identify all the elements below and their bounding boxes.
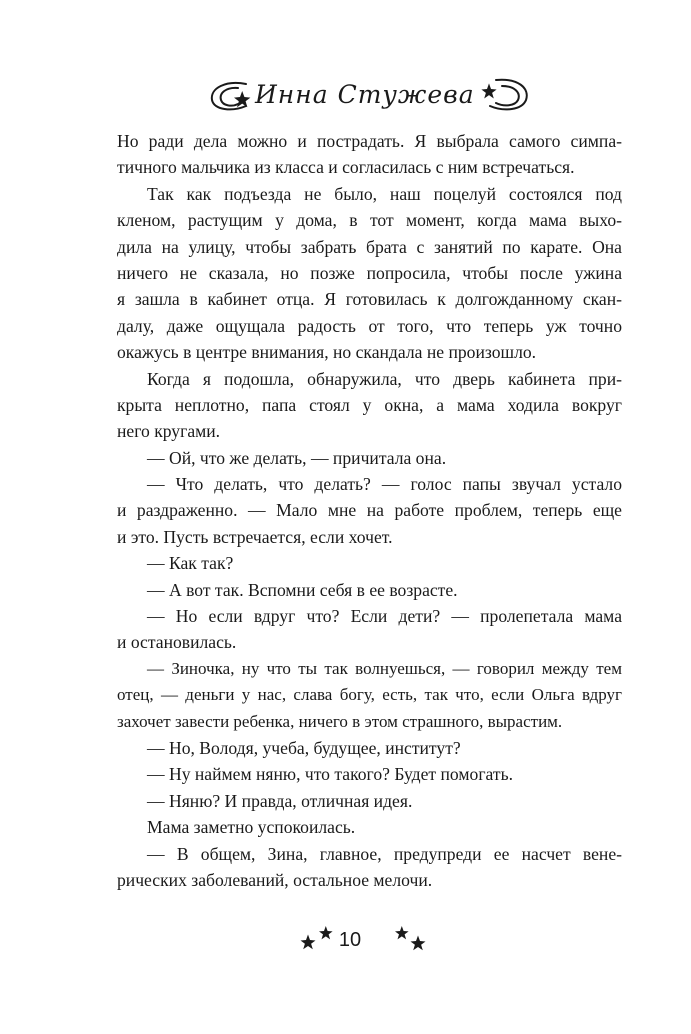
text-line: Мама заметно успокоилась. xyxy=(147,817,356,838)
text-line: крыта неплотно, папа стоял у окна, а мама ходила вокруг xyxy=(117,394,622,415)
text-line: — В общем, Зина, главное, предупреди ее насчет вене- xyxy=(147,843,622,864)
star-crescent-icon xyxy=(490,80,527,110)
text-line: — Ой, что же делать, — причитала она. xyxy=(147,447,447,468)
text-line: кленом, растущим у дома, в тот момент, когда мама выхо- xyxy=(117,210,622,231)
star-icon xyxy=(481,83,496,98)
text-line: захочет завести ребенка, ничего в этом страшного, вырастим. xyxy=(117,711,563,731)
author-name: Инна Стужева xyxy=(255,80,475,109)
text-line: — Но, Володя, учеба, будущее, институт? xyxy=(147,737,461,758)
text-line: — Что делать, что делать? — голос папы звучал устало xyxy=(147,474,622,495)
text-line: и это. Пусть встречается, если хочет. xyxy=(117,526,393,547)
text-line: и раздраженно. — Мало мне на работе проблем, теперь еще xyxy=(117,500,622,521)
stars-icon xyxy=(392,925,428,955)
stars-icon xyxy=(298,925,334,955)
text-line: — Как так? xyxy=(147,553,234,574)
text-line: Так как подъезда не было, наш поцелуй состоялся под xyxy=(147,183,622,204)
text-line: — Ну наймем няню, что такого? Будет помогать. xyxy=(147,764,514,785)
text-line: Но ради дела можно и пострадать. Я выбрала самого симпа- xyxy=(117,131,622,151)
text-line: — Но если вдруг что? Если дети? — пролепетала мама xyxy=(147,606,622,627)
text-line: — А вот так. Вспомни себя в ее возрасте. xyxy=(147,579,458,600)
text-line: дила на улицу, чтобы забрать брата с занятий по карате. Она xyxy=(117,236,622,257)
text-line: Когда я подошла, обнаружила, что дверь кабинета при- xyxy=(147,368,622,389)
text-line: него кругами. xyxy=(117,421,221,442)
text-line: далу, даже ощущала радость от того, что теперь уж точно xyxy=(117,315,622,336)
page-footer xyxy=(0,925,691,965)
text-line: и остановилась. xyxy=(117,632,237,653)
text-line: — Няню? И правда, отличная идея. xyxy=(147,790,413,811)
text-line: тичного мальчика из класса и согласилась с ним встречаться. xyxy=(117,157,575,178)
body-text xyxy=(117,128,622,893)
text-line: рических заболеваний, остальное мелочи. xyxy=(117,869,433,890)
page-number: 10 xyxy=(338,929,362,951)
text-line: я зашла в кабинет отца. Я готовилась к долгожданному скан- xyxy=(117,289,622,310)
text-line: — Зиночка, ну что ты так волнуешься, — говорил между тем xyxy=(147,658,622,678)
text-line: окажусь в центре внимания, но скандала не произошло. xyxy=(117,342,537,363)
text-line: отец, — деньги у нас, слава богу, есть, так что, если Ольга вдруг xyxy=(117,685,622,705)
text-line: ничего не сказала, но позже попросила, чтобы после ужина xyxy=(117,262,622,283)
running-header xyxy=(0,72,691,122)
